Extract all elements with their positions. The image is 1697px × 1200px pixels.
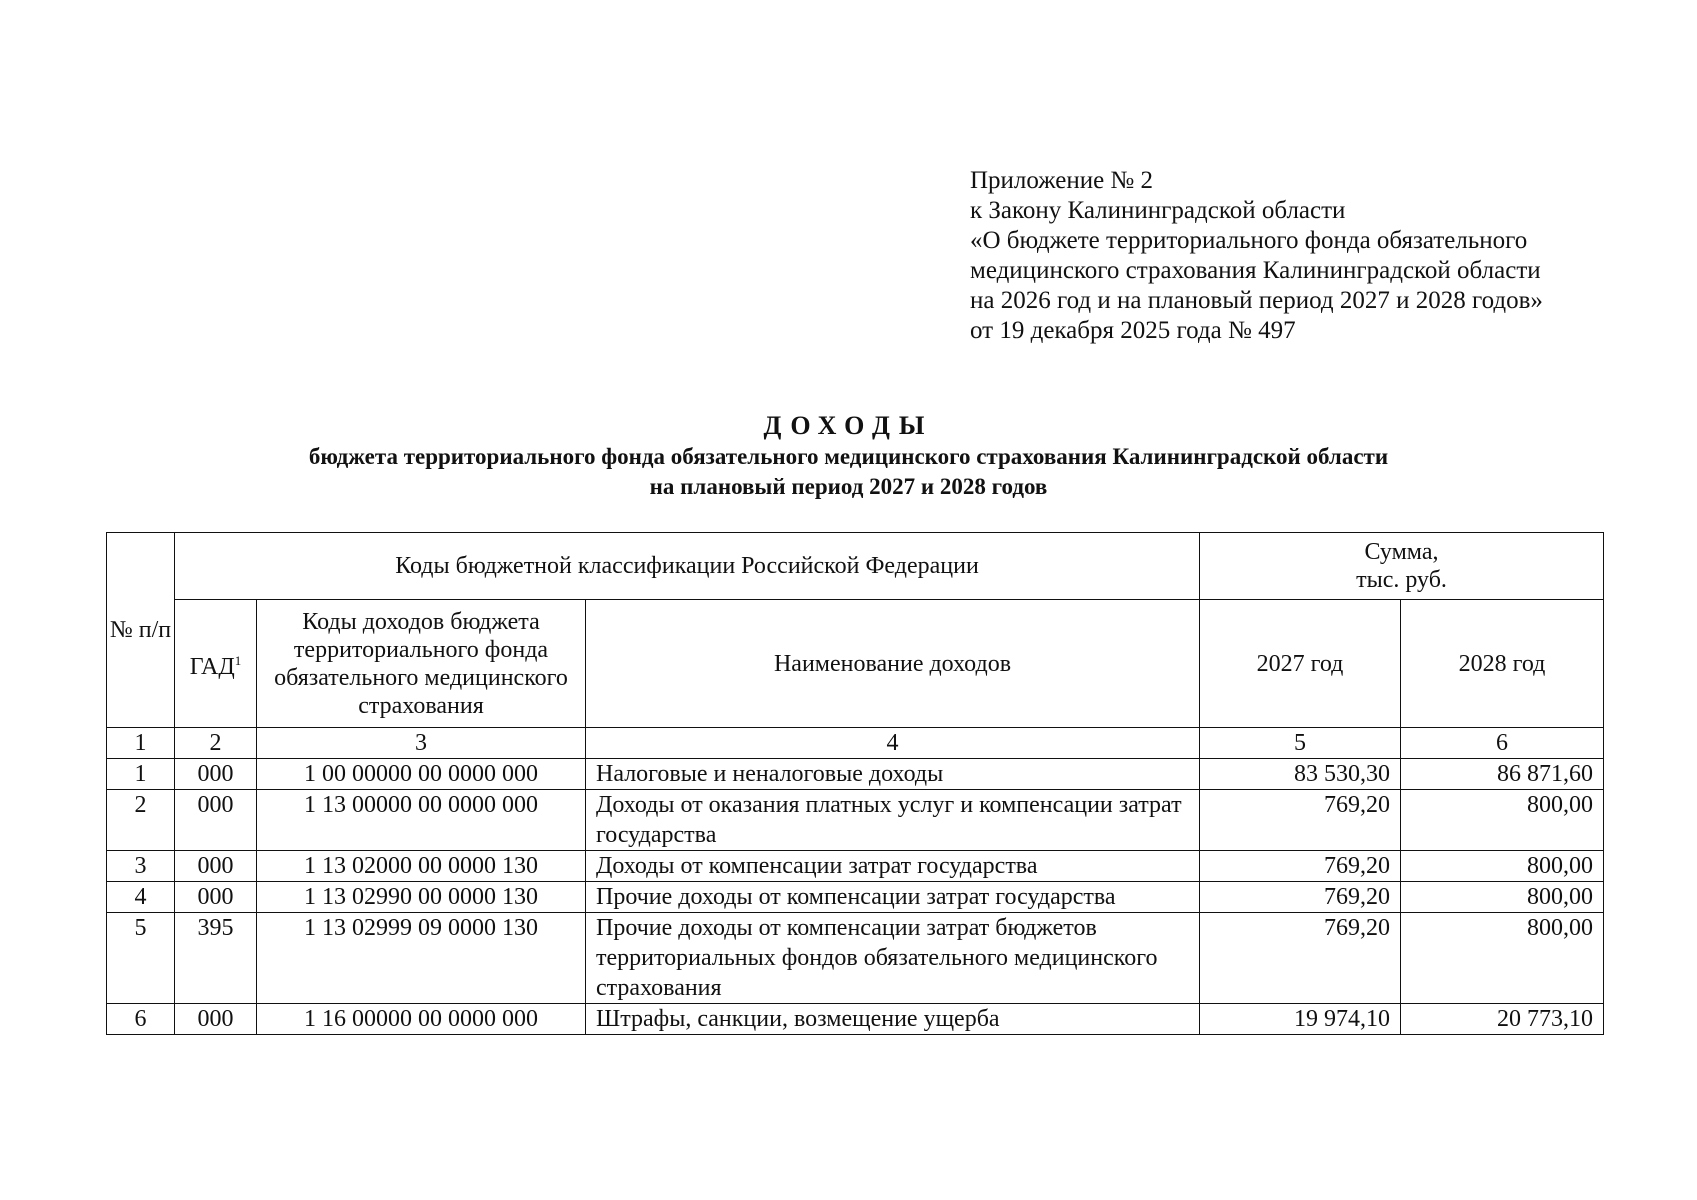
row-number: 5 [107,913,175,1004]
header-income-codes: Коды доходов бюджета территориального фонда обязательного медицинского страхования [257,600,586,728]
row-number: 6 [107,1004,175,1035]
appendix-law-date: от 19 декабря 2025 года № 497 [970,317,1296,344]
row-code: 1 00 00000 00 0000 000 [257,759,586,790]
table-row [107,851,1604,882]
header-sum-unit: тыс. руб. [1356,567,1447,593]
row-name: Штрафы, санкции, возмещение ущерба [586,1004,1200,1035]
row-number: 3 [107,851,175,882]
row-amount-2027: 769,20 [1200,882,1401,913]
header-gad-label: ГАД [189,653,235,680]
row-name: Доходы от компенсации затрат государства [586,851,1200,882]
row-amount-2028: 800,00 [1401,790,1604,851]
header-no [107,533,175,728]
row-code: 1 13 02999 09 0000 130 [257,913,586,1004]
header-sum-label: Сумма, [1364,539,1439,565]
table-row [107,759,1604,790]
header-year-2028: 2028 год [1401,600,1604,728]
row-gad: 395 [175,913,257,1004]
column-number-row [107,728,1604,759]
document-title [0,410,1697,502]
row-gad: 000 [175,851,257,882]
table-row [107,882,1604,913]
header-income-name: Наименование доходов [586,600,1200,728]
title-subtitle-2: на плановый период 2027 и 2028 годов [649,474,1048,499]
row-gad: 000 [175,790,257,851]
row-amount-2027: 83 530,30 [1200,759,1401,790]
header-gad [175,600,257,728]
row-amount-2028: 800,00 [1401,882,1604,913]
column-number: 2 [175,728,257,759]
row-name: Доходы от оказания платных услуг и компенсации затрат государства [586,790,1200,851]
appendix-law-title-2: медицинского страхования Калининградской области [970,257,1541,284]
row-gad: 000 [175,882,257,913]
row-amount-2028: 800,00 [1401,913,1604,1004]
row-amount-2027: 19 974,10 [1200,1004,1401,1035]
row-amount-2027: 769,20 [1200,913,1401,1004]
appendix-law-ref: к Закону Калининградской области [970,197,1346,224]
header-gad-footnote: 1 [234,652,242,668]
appendix-law-title-3: на 2026 год и на плановый период 2027 и 2028 годов» [970,287,1543,314]
row-amount-2028: 86 871,60 [1401,759,1604,790]
income-table [106,532,1604,1035]
column-number: 4 [586,728,1200,759]
table-row [107,913,1604,1004]
column-number: 6 [1401,728,1604,759]
row-name: Прочие доходы от компенсации затрат государства [586,882,1200,913]
header-no-label: № п/п [109,617,172,643]
row-amount-2028: 20 773,10 [1401,1004,1604,1035]
appendix-header [970,166,1543,346]
row-name: Прочие доходы от компенсации затрат бюджетов территориальных фондов обязательного медицинского страхования [586,913,1200,1004]
header-year-2027: 2027 год [1200,600,1401,728]
row-name: Налоговые и неналоговые доходы [586,759,1200,790]
appendix-number: Приложение № 2 [970,167,1154,194]
column-number: 1 [107,728,175,759]
row-amount-2027: 769,20 [1200,790,1401,851]
title-main: ДОХОДЫ [763,411,934,440]
header-codes-group: Коды бюджетной классификации Российской Федерации [175,533,1200,600]
table-row [107,1004,1604,1035]
title-subtitle-1: бюджета территориального фонда обязательного медицинского страхования Калининградской области [308,444,1389,469]
row-code: 1 16 00000 00 0000 000 [257,1004,586,1035]
table-row [107,790,1604,851]
column-number: 3 [257,728,586,759]
row-amount-2027: 769,20 [1200,851,1401,882]
row-gad: 000 [175,759,257,790]
row-code: 1 13 02000 00 0000 130 [257,851,586,882]
row-amount-2028: 800,00 [1401,851,1604,882]
column-number: 5 [1200,728,1401,759]
row-number: 1 [107,759,175,790]
appendix-law-title-1: «О бюджете территориального фонда обязательного [970,227,1528,254]
row-code: 1 13 02990 00 0000 130 [257,882,586,913]
row-gad: 000 [175,1004,257,1035]
row-number: 2 [107,790,175,851]
row-number: 4 [107,882,175,913]
header-sum-group [1200,533,1604,600]
row-code: 1 13 00000 00 0000 000 [257,790,586,851]
header-row-sub [107,600,1604,728]
header-row-top [107,533,1604,600]
